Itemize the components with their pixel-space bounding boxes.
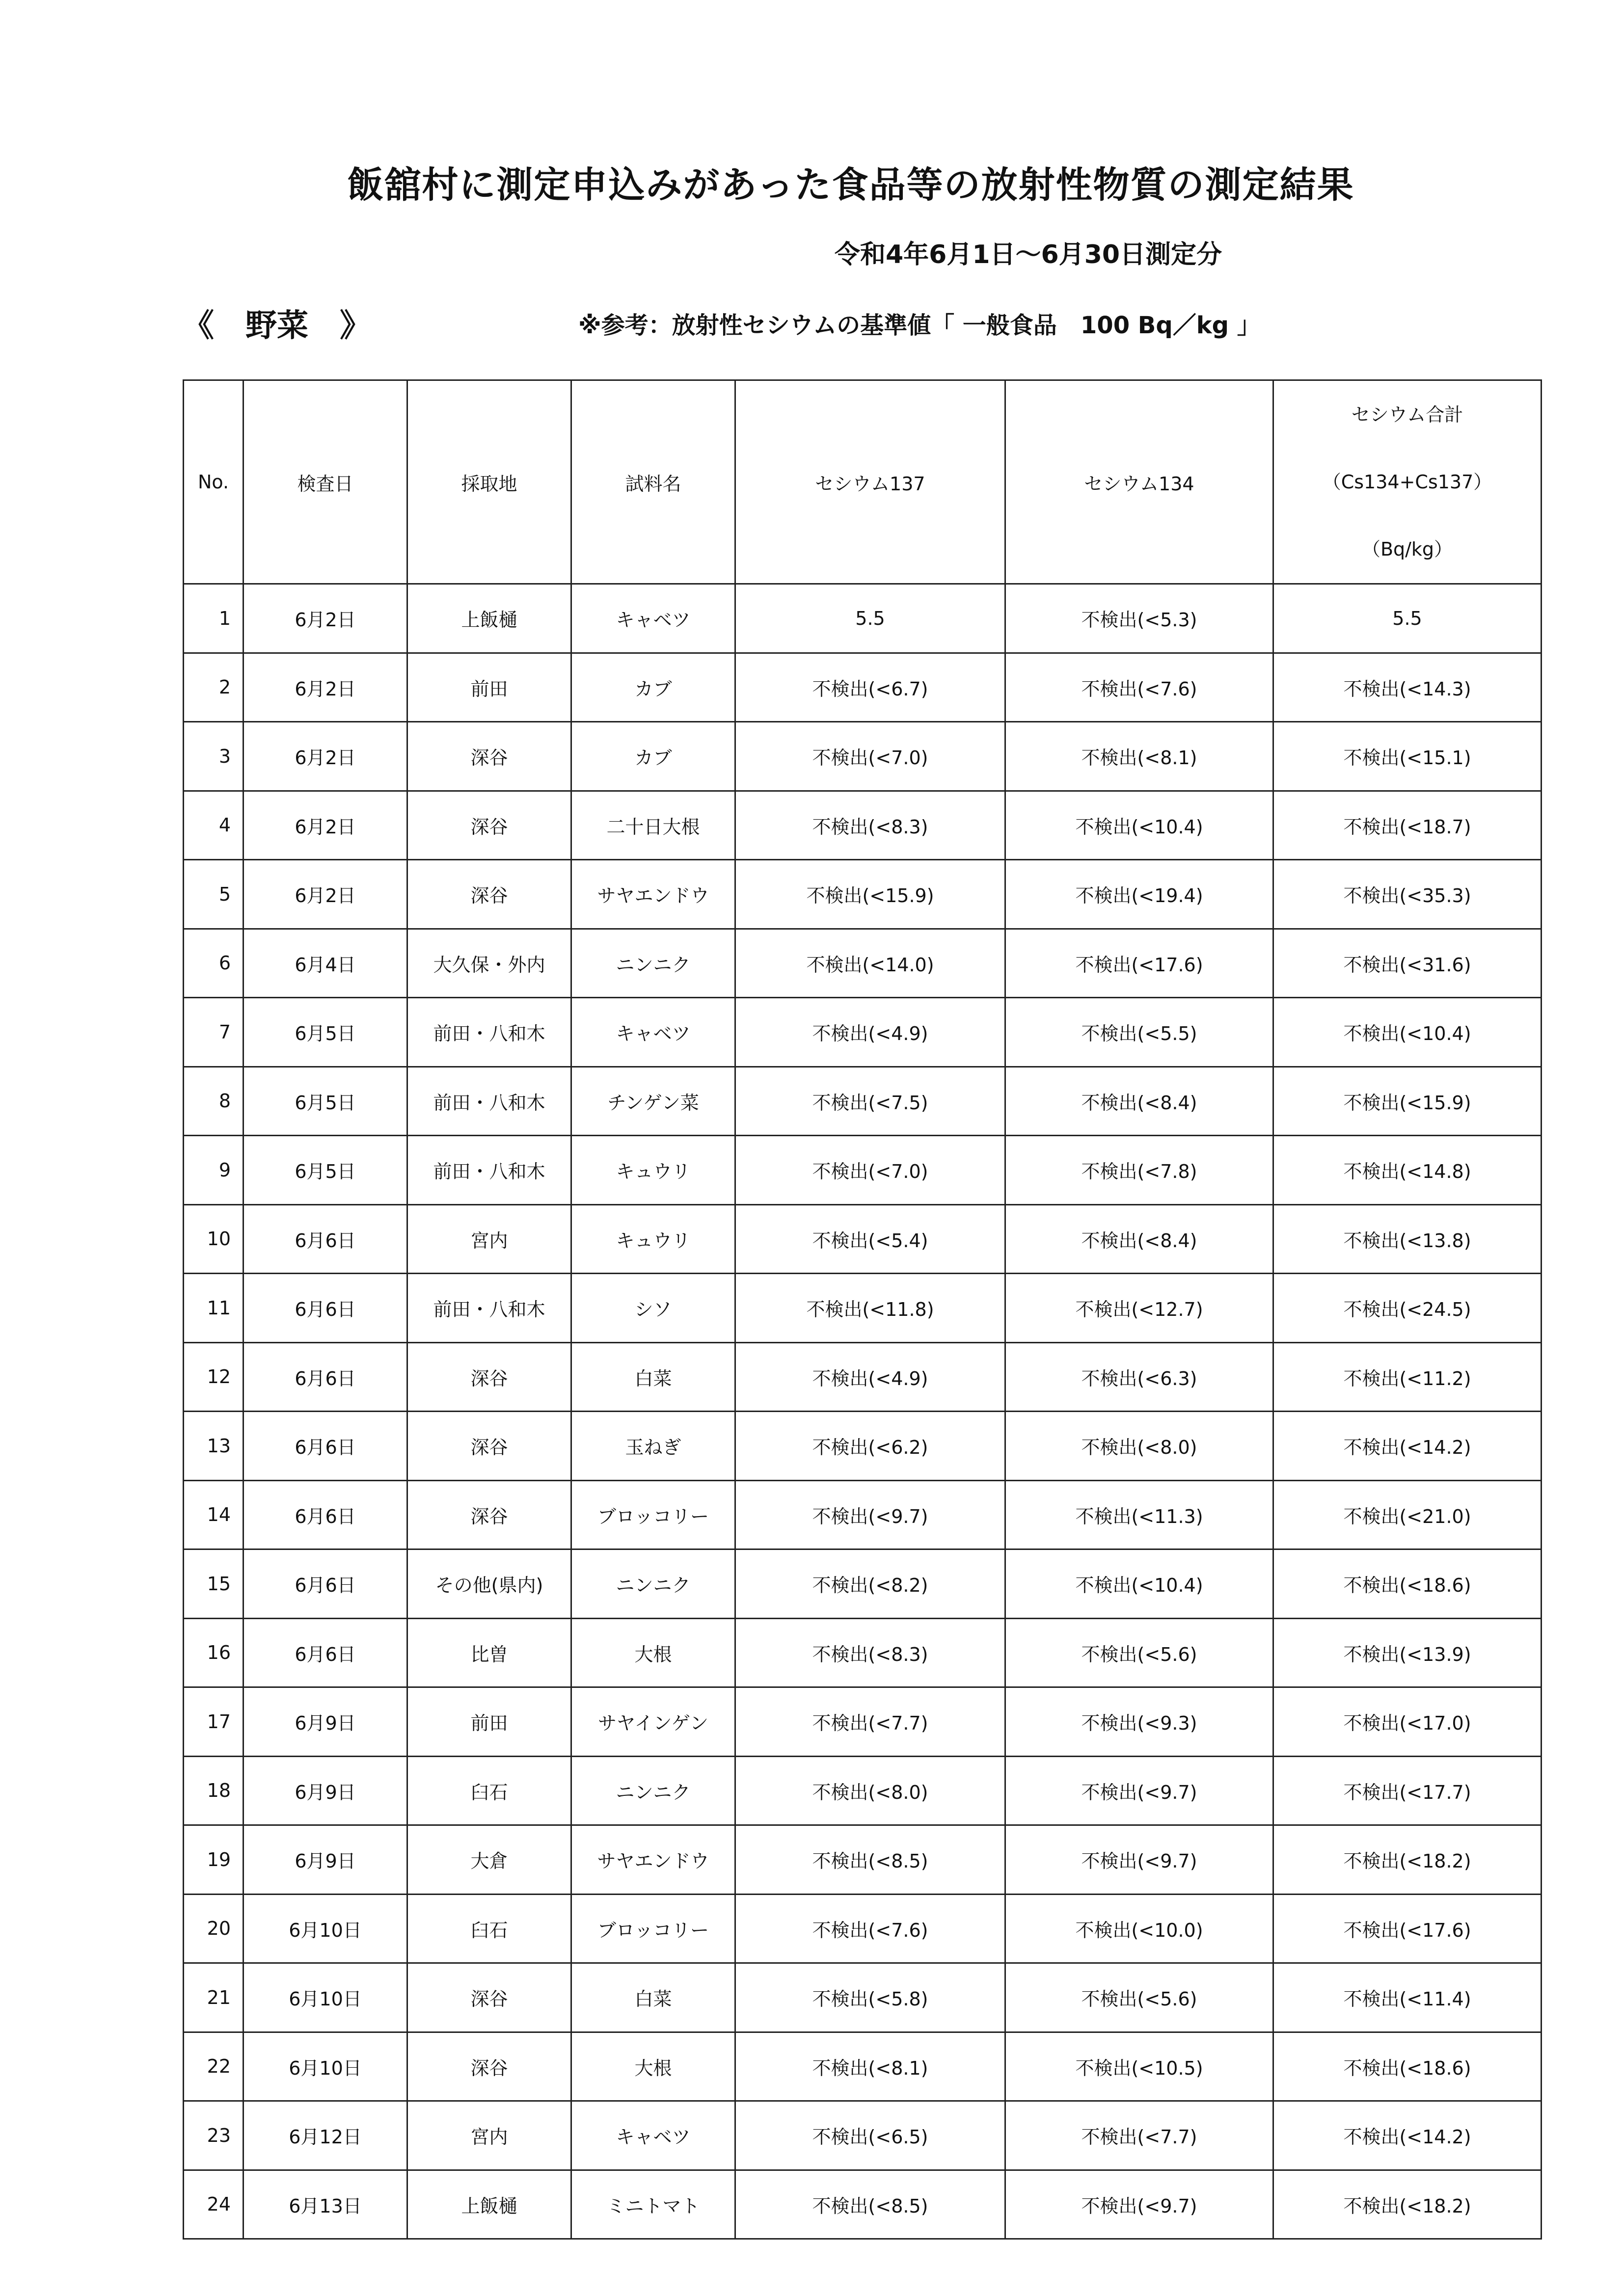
cell-total: 不検出(<14.2): [1273, 2101, 1542, 2170]
cell-date: 6月10日: [243, 1894, 407, 1963]
cell-cs134: 不検出(<19.4): [1005, 860, 1273, 929]
table-row: [184, 1825, 1542, 1895]
cell-no: 3: [184, 722, 243, 791]
cell-location: 深谷: [407, 1963, 571, 2032]
cell-location: 前田・八和木: [407, 1274, 571, 1343]
cell-no: 24: [184, 2170, 243, 2239]
cell-cs137: 不検出(<7.0): [735, 1136, 1005, 1205]
cell-total: 不検出(<31.6): [1273, 929, 1542, 998]
cell-no: 14: [184, 1480, 243, 1549]
cell-no: 17: [184, 1687, 243, 1757]
results-table: [183, 379, 1542, 2240]
cell-date: 6月12日: [243, 2101, 407, 2170]
cell-no: 18: [184, 1756, 243, 1825]
cell-cs134: 不検出(<9.3): [1005, 1687, 1273, 1757]
cell-total: 不検出(<17.7): [1273, 1756, 1542, 1825]
cell-cs137: 不検出(<7.6): [735, 1894, 1005, 1963]
cell-date: 6月6日: [243, 1274, 407, 1343]
cell-cs137: 不検出(<8.2): [735, 1549, 1005, 1619]
cell-location: 深谷: [407, 1342, 571, 1412]
cell-total: 不検出(<17.0): [1273, 1687, 1542, 1757]
cell-cs134: 不検出(<8.4): [1005, 1204, 1273, 1274]
cell-date: 6月6日: [243, 1342, 407, 1412]
table-row: [184, 860, 1542, 929]
cell-cs137: 不検出(<7.0): [735, 722, 1005, 791]
table-row: [184, 1480, 1542, 1549]
cell-location: 深谷: [407, 722, 571, 791]
cell-location: 前田・八和木: [407, 998, 571, 1067]
cell-total: 不検出(<14.3): [1273, 653, 1542, 722]
cell-total: 不検出(<13.9): [1273, 1618, 1542, 1687]
cell-cs134: 不検出(<8.0): [1005, 1412, 1273, 1481]
cell-total: 不検出(<13.8): [1273, 1204, 1542, 1274]
cell-date: 6月2日: [243, 791, 407, 860]
cell-location: 深谷: [407, 2032, 571, 2101]
cell-sample: ニンニク: [571, 1549, 735, 1619]
cell-sample: 二十日大根: [571, 791, 735, 860]
cell-cs137: 不検出(<14.0): [735, 929, 1005, 998]
cell-date: 6月5日: [243, 1136, 407, 1205]
table-row: [184, 722, 1542, 791]
cell-cs137: 不検出(<15.9): [735, 860, 1005, 929]
cell-total: 不検出(<17.6): [1273, 1894, 1542, 1963]
table-row: [184, 791, 1542, 860]
cell-cs137: 不検出(<8.5): [735, 1825, 1005, 1895]
cell-location: 宮内: [407, 1204, 571, 1274]
cell-no: 16: [184, 1618, 243, 1687]
header-date: 検査日: [243, 380, 407, 584]
cell-location: 大倉: [407, 1825, 571, 1895]
cell-location: 深谷: [407, 1412, 571, 1481]
cell-sample: キャベツ: [571, 2101, 735, 2170]
cell-location: 前田・八和木: [407, 1136, 571, 1205]
cell-sample: サヤエンドウ: [571, 1825, 735, 1895]
cell-cs134: 不検出(<7.6): [1005, 653, 1273, 722]
cell-no: 21: [184, 1963, 243, 2032]
cell-total: 不検出(<18.2): [1273, 2170, 1542, 2239]
cell-location: 深谷: [407, 791, 571, 860]
header-total-unit: （Bq/kg）: [1361, 538, 1453, 560]
cell-date: 6月10日: [243, 1963, 407, 2032]
header-cs137: セシウム137: [735, 380, 1005, 584]
cell-cs134: 不検出(<5.6): [1005, 1963, 1273, 2032]
cell-sample: カブ: [571, 653, 735, 722]
cell-date: 6月5日: [243, 1067, 407, 1136]
cell-total: 不検出(<15.9): [1273, 1067, 1542, 1136]
cell-cs137: 不検出(<7.7): [735, 1687, 1005, 1757]
table-row: [184, 1342, 1542, 1412]
table-row: [184, 1756, 1542, 1825]
header-sample: 試料名: [571, 380, 735, 584]
cell-cs137: 不検出(<5.8): [735, 1963, 1005, 2032]
cell-cs137: 不検出(<8.3): [735, 791, 1005, 860]
cell-cs134: 不検出(<11.3): [1005, 1480, 1273, 1549]
cell-date: 6月9日: [243, 1825, 407, 1895]
cell-total: 不検出(<21.0): [1273, 1480, 1542, 1549]
cell-cs134: 不検出(<5.3): [1005, 584, 1273, 653]
cell-no: 19: [184, 1825, 243, 1895]
cell-sample: カブ: [571, 722, 735, 791]
cell-sample: ニンニク: [571, 929, 735, 998]
cell-date: 6月6日: [243, 1412, 407, 1481]
cell-total: 不検出(<14.8): [1273, 1136, 1542, 1205]
cell-no: 7: [184, 998, 243, 1067]
cell-total: 不検出(<15.1): [1273, 722, 1542, 791]
cell-sample: ブロッコリー: [571, 1480, 735, 1549]
cell-location: 宮内: [407, 2101, 571, 2170]
cell-cs134: 不検出(<5.5): [1005, 998, 1273, 1067]
table-row: [184, 653, 1542, 722]
cell-date: 6月9日: [243, 1756, 407, 1825]
cell-location: その他(県内): [407, 1549, 571, 1619]
cell-cs137: 不検出(<8.5): [735, 2170, 1005, 2239]
cell-no: 13: [184, 1412, 243, 1481]
table-row: [184, 1274, 1542, 1343]
cell-cs134: 不検出(<7.7): [1005, 2101, 1273, 2170]
cell-cs134: 不検出(<9.7): [1005, 2170, 1273, 2239]
table-row: [184, 998, 1542, 1067]
cell-location: 前田: [407, 1687, 571, 1757]
cell-cs137: 不検出(<6.5): [735, 2101, 1005, 2170]
section-heading: 《 野菜 》: [183, 308, 371, 344]
cell-date: 6月4日: [243, 929, 407, 998]
cell-location: 上飯樋: [407, 584, 571, 653]
cell-date: 6月2日: [243, 584, 407, 653]
reference-note: ※参考：放射性セシウムの基準値「 一般食品 100 Bq／kg 」: [578, 312, 1261, 339]
cell-sample: 大根: [571, 2032, 735, 2101]
cell-sample: 白菜: [571, 1342, 735, 1412]
cell-no: 22: [184, 2032, 243, 2101]
measurement-period: 令和4年6月1日～6月30日測定分: [835, 240, 1222, 269]
cell-sample: チンゲン菜: [571, 1067, 735, 1136]
cell-cs134: 不検出(<10.4): [1005, 1549, 1273, 1619]
cell-cs134: 不検出(<9.7): [1005, 1756, 1273, 1825]
cell-no: 9: [184, 1136, 243, 1205]
cell-date: 6月6日: [243, 1480, 407, 1549]
cell-no: 2: [184, 653, 243, 722]
cell-sample: キャベツ: [571, 998, 735, 1067]
cell-cs137: 5.5: [735, 584, 1005, 653]
table-row: [184, 2101, 1542, 2170]
header-total-formula: （Cs134+Cs137）: [1322, 471, 1492, 493]
cell-sample: 大根: [571, 1618, 735, 1687]
cell-location: 深谷: [407, 860, 571, 929]
cell-cs134: 不検出(<10.0): [1005, 1894, 1273, 1963]
cell-cs137: 不検出(<4.9): [735, 998, 1005, 1067]
cell-cs134: 不検出(<6.3): [1005, 1342, 1273, 1412]
cell-sample: キュウリ: [571, 1204, 735, 1274]
table-row: [184, 2170, 1542, 2239]
cell-date: 6月9日: [243, 1687, 407, 1757]
table-row: [184, 1894, 1542, 1963]
header-cs134: セシウム134: [1005, 380, 1273, 584]
header-location: 採取地: [407, 380, 571, 584]
cell-total: 不検出(<14.2): [1273, 1412, 1542, 1481]
cell-cs137: 不検出(<6.2): [735, 1412, 1005, 1481]
cell-cs137: 不検出(<4.9): [735, 1342, 1005, 1412]
table-row: [184, 584, 1542, 653]
header-total-title: セシウム合計: [1351, 403, 1463, 426]
cell-total: 5.5: [1273, 584, 1542, 653]
cell-total: 不検出(<11.2): [1273, 1342, 1542, 1412]
cell-cs137: 不検出(<8.0): [735, 1756, 1005, 1825]
table-row: [184, 1549, 1542, 1619]
cell-location: 深谷: [407, 1480, 571, 1549]
cell-date: 6月10日: [243, 2032, 407, 2101]
cell-cs134: 不検出(<9.7): [1005, 1825, 1273, 1895]
cell-date: 6月13日: [243, 2170, 407, 2239]
table-row: [184, 1618, 1542, 1687]
cell-location: 前田: [407, 653, 571, 722]
cell-sample: ミニトマト: [571, 2170, 735, 2239]
cell-total: 不検出(<18.7): [1273, 791, 1542, 860]
cell-cs134: 不検出(<12.7): [1005, 1274, 1273, 1343]
page-title: 飯舘村に測定申込みがあった食品等の放射性物質の測定結果: [347, 164, 1354, 206]
cell-date: 6月5日: [243, 998, 407, 1067]
cell-location: 比曽: [407, 1618, 571, 1687]
cell-no: 6: [184, 929, 243, 998]
cell-date: 6月6日: [243, 1618, 407, 1687]
table-row: [184, 929, 1542, 998]
cell-no: 1: [184, 584, 243, 653]
cell-no: 8: [184, 1067, 243, 1136]
header-no: No.: [184, 380, 243, 584]
cell-no: 15: [184, 1549, 243, 1619]
cell-sample: ニンニク: [571, 1756, 735, 1825]
cell-cs137: 不検出(<7.5): [735, 1067, 1005, 1136]
cell-cs137: 不検出(<6.7): [735, 653, 1005, 722]
cell-date: 6月6日: [243, 1549, 407, 1619]
table-row: [184, 1136, 1542, 1205]
cell-cs137: 不検出(<11.8): [735, 1274, 1005, 1343]
cell-total: 不検出(<18.2): [1273, 1825, 1542, 1895]
cell-sample: サヤインゲン: [571, 1687, 735, 1757]
cell-date: 6月2日: [243, 860, 407, 929]
cell-cs137: 不検出(<9.7): [735, 1480, 1005, 1549]
cell-cs137: 不検出(<8.3): [735, 1618, 1005, 1687]
cell-cs137: 不検出(<5.4): [735, 1204, 1005, 1274]
table-header-row: [184, 380, 1542, 584]
cell-total: 不検出(<18.6): [1273, 1549, 1542, 1619]
table-row: [184, 1412, 1542, 1481]
cell-cs134: 不検出(<10.5): [1005, 2032, 1273, 2101]
cell-location: 上飯樋: [407, 2170, 571, 2239]
cell-cs134: 不検出(<8.4): [1005, 1067, 1273, 1136]
cell-date: 6月6日: [243, 1204, 407, 1274]
cell-cs137: 不検出(<8.1): [735, 2032, 1005, 2101]
table-row: [184, 1687, 1542, 1757]
cell-sample: ブロッコリー: [571, 1894, 735, 1963]
cell-cs134: 不検出(<17.6): [1005, 929, 1273, 998]
cell-location: 大久保・外内: [407, 929, 571, 998]
cell-no: 20: [184, 1894, 243, 1963]
table-body: [184, 584, 1542, 2239]
table-row: [184, 1204, 1542, 1274]
cell-cs134: 不検出(<5.6): [1005, 1618, 1273, 1687]
cell-total: 不検出(<10.4): [1273, 998, 1542, 1067]
cell-sample: キュウリ: [571, 1136, 735, 1205]
cell-no: 11: [184, 1274, 243, 1343]
cell-cs134: 不検出(<10.4): [1005, 791, 1273, 860]
cell-sample: 白菜: [571, 1963, 735, 2032]
cell-location: 臼石: [407, 1756, 571, 1825]
cell-location: 前田・八和木: [407, 1067, 571, 1136]
table-row: [184, 1963, 1542, 2032]
cell-total: 不検出(<35.3): [1273, 860, 1542, 929]
cell-no: 10: [184, 1204, 243, 1274]
cell-no: 12: [184, 1342, 243, 1412]
cell-total: 不検出(<18.6): [1273, 2032, 1542, 2101]
cell-sample: 玉ねぎ: [571, 1412, 735, 1481]
cell-date: 6月2日: [243, 653, 407, 722]
cell-date: 6月2日: [243, 722, 407, 791]
cell-cs134: 不検出(<8.1): [1005, 722, 1273, 791]
header-total: [1273, 380, 1542, 584]
cell-sample: サヤエンドウ: [571, 860, 735, 929]
cell-total: 不検出(<11.4): [1273, 1963, 1542, 2032]
cell-no: 4: [184, 791, 243, 860]
table-row: [184, 2032, 1542, 2101]
cell-location: 臼石: [407, 1894, 571, 1963]
cell-no: 5: [184, 860, 243, 929]
table-row: [184, 1067, 1542, 1136]
cell-sample: シソ: [571, 1274, 735, 1343]
cell-sample: キャベツ: [571, 584, 735, 653]
cell-total: 不検出(<24.5): [1273, 1274, 1542, 1343]
cell-cs134: 不検出(<7.8): [1005, 1136, 1273, 1205]
cell-no: 23: [184, 2101, 243, 2170]
